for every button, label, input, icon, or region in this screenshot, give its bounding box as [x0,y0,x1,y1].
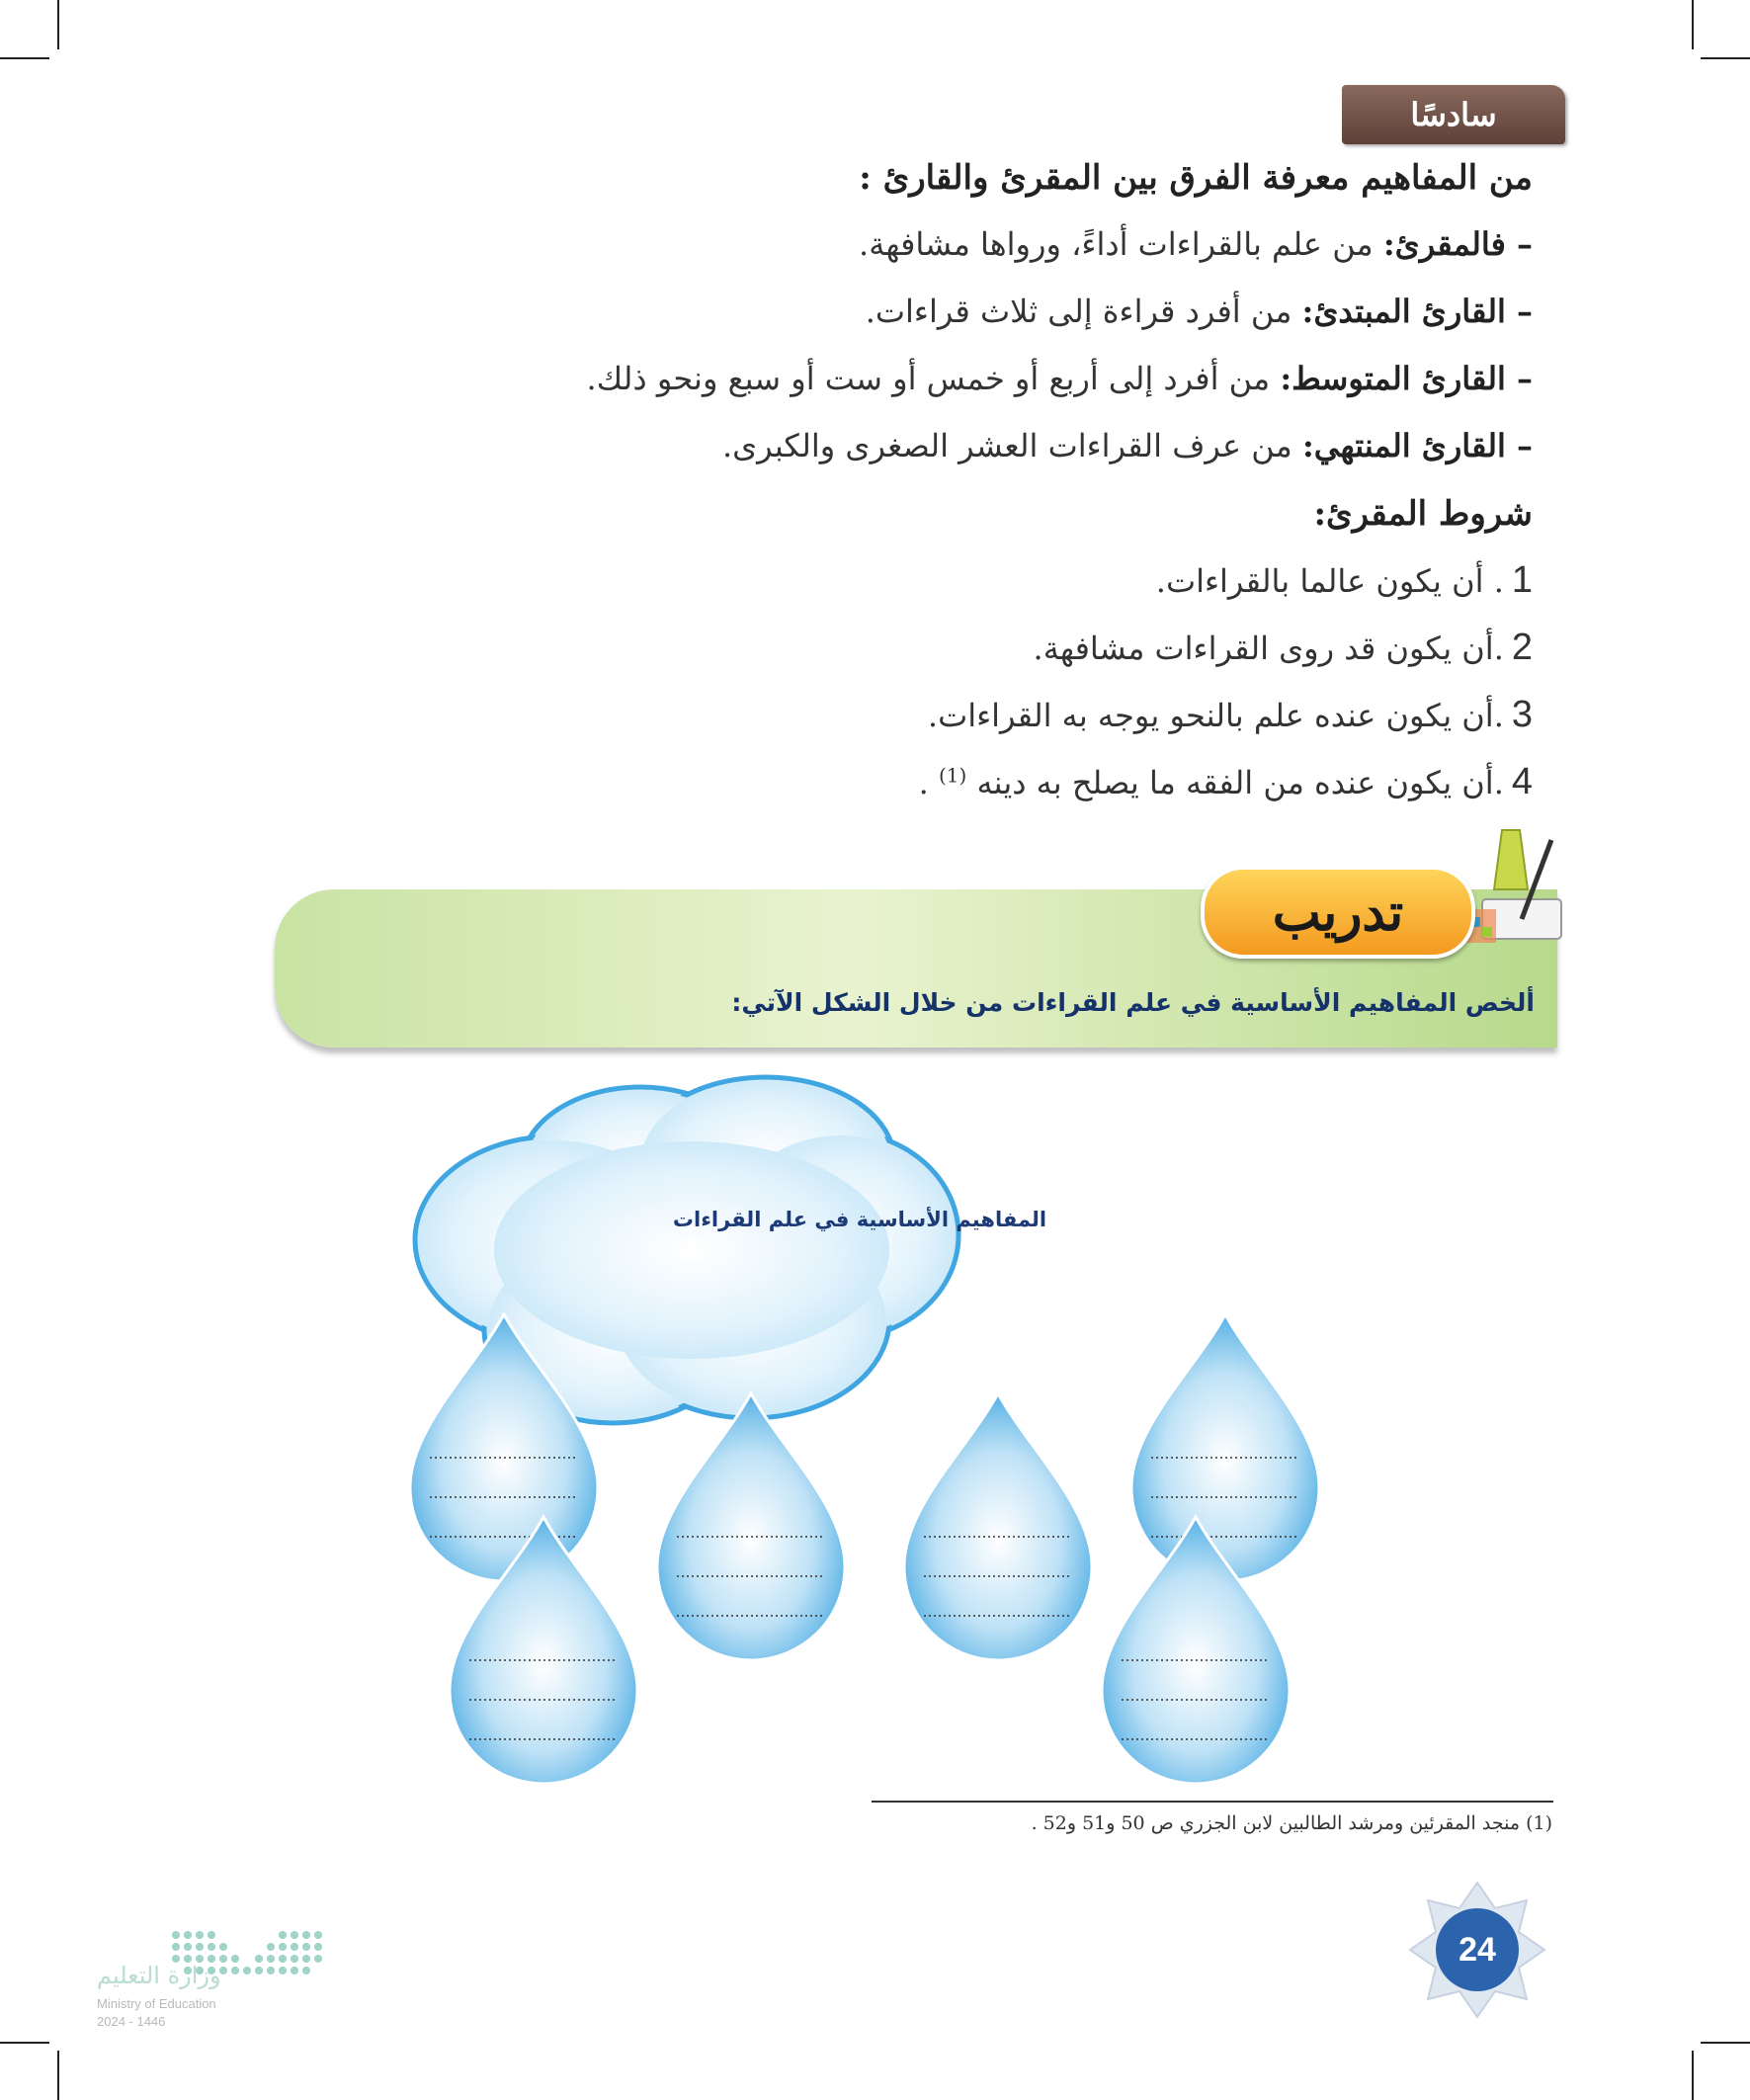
condition-number: 1 [1511,559,1533,601]
condition-text: .أن يكون عنده من الفقه ما يصلح به دينه [976,764,1504,801]
definition-line [866,293,1533,330]
footnote: (1) منجد المقرئين ومرشد الطالبين لابن الجزري ص 50 و51 و52 . [1031,1812,1552,1834]
training-title: تدريب [1272,882,1404,943]
definition-text: من أفرد إلى أربع أو خمس أو ست أو سبع ونحو ذلك. [586,360,1281,397]
conditions-heading: شروط المقرئ: [1313,494,1533,534]
condition-item [928,694,1533,736]
blank-drop [657,1393,845,1660]
blank-drop [1131,1314,1319,1581]
crop-mark [0,57,49,59]
crop-mark [1701,57,1750,59]
concept-diagram [395,1067,1344,1799]
definition-term: – القارئ المنتهي: [1301,427,1533,464]
definition-line [859,225,1533,263]
section-label: سادسًا [1410,96,1497,133]
ministry-name-ar: وزارة التعليم [97,1962,221,1989]
intro-heading: من المفاهيم معرفة الفرق بين المقرئ والقارئ : [859,158,1533,198]
condition-text: .أن يكون عنده علم بالنحو يوجه به القراءات. [927,697,1504,734]
footnote-ref: (1) [938,763,967,788]
pen-book-icon [1462,820,1571,959]
crop-mark [1692,0,1694,49]
blank-drop [904,1393,1092,1660]
condition-item [919,761,1533,803]
edition-year: 2024 - 1446 [97,2014,166,2029]
definition-line [587,360,1533,397]
condition-number: 2 [1511,627,1533,668]
condition-text: .أن يكون قد روى القراءات مشافهة. [1033,630,1504,667]
ministry-name-en: Ministry of Education [97,1996,216,2011]
condition-item [1034,627,1533,669]
definition-line [722,427,1533,464]
condition-end: . [918,764,929,801]
definition-text: من علم بالقراءات أداءً، ورواها مشافهة. [859,225,1383,263]
page-number: 24 [1458,1930,1496,1969]
training-title-pill [1201,866,1475,959]
crop-mark [1701,2042,1750,2044]
training-instruction: ألخص المفاهيم الأساسية في علم القراءات من خلال الشكل الآتي: [731,988,1535,1017]
crop-mark [0,2042,49,2044]
definition-text: من عرف القراءات العشر الصغرى والكبرى. [721,427,1302,464]
section-tab [1342,85,1565,144]
definition-term: – القارئ المبتدئ: [1301,293,1533,330]
footnote-rule [872,1801,1553,1803]
definition-term: – فالمقرئ: [1382,225,1533,263]
condition-item [1156,559,1533,602]
definition-text: من أفرد قراءة إلى ثلاث قراءات. [865,293,1302,330]
crop-mark [57,2051,59,2100]
definition-term: – القارئ المتوسط: [1280,360,1533,397]
condition-number: 4 [1511,761,1533,802]
condition-text: . أن يكون عالما بالقراءات. [1155,562,1504,600]
crop-mark [57,0,59,49]
condition-number: 3 [1511,694,1533,735]
crop-mark [1692,2051,1694,2100]
cloud-label: المفاهيم الأساسية في علم القراءات [672,1208,1047,1231]
